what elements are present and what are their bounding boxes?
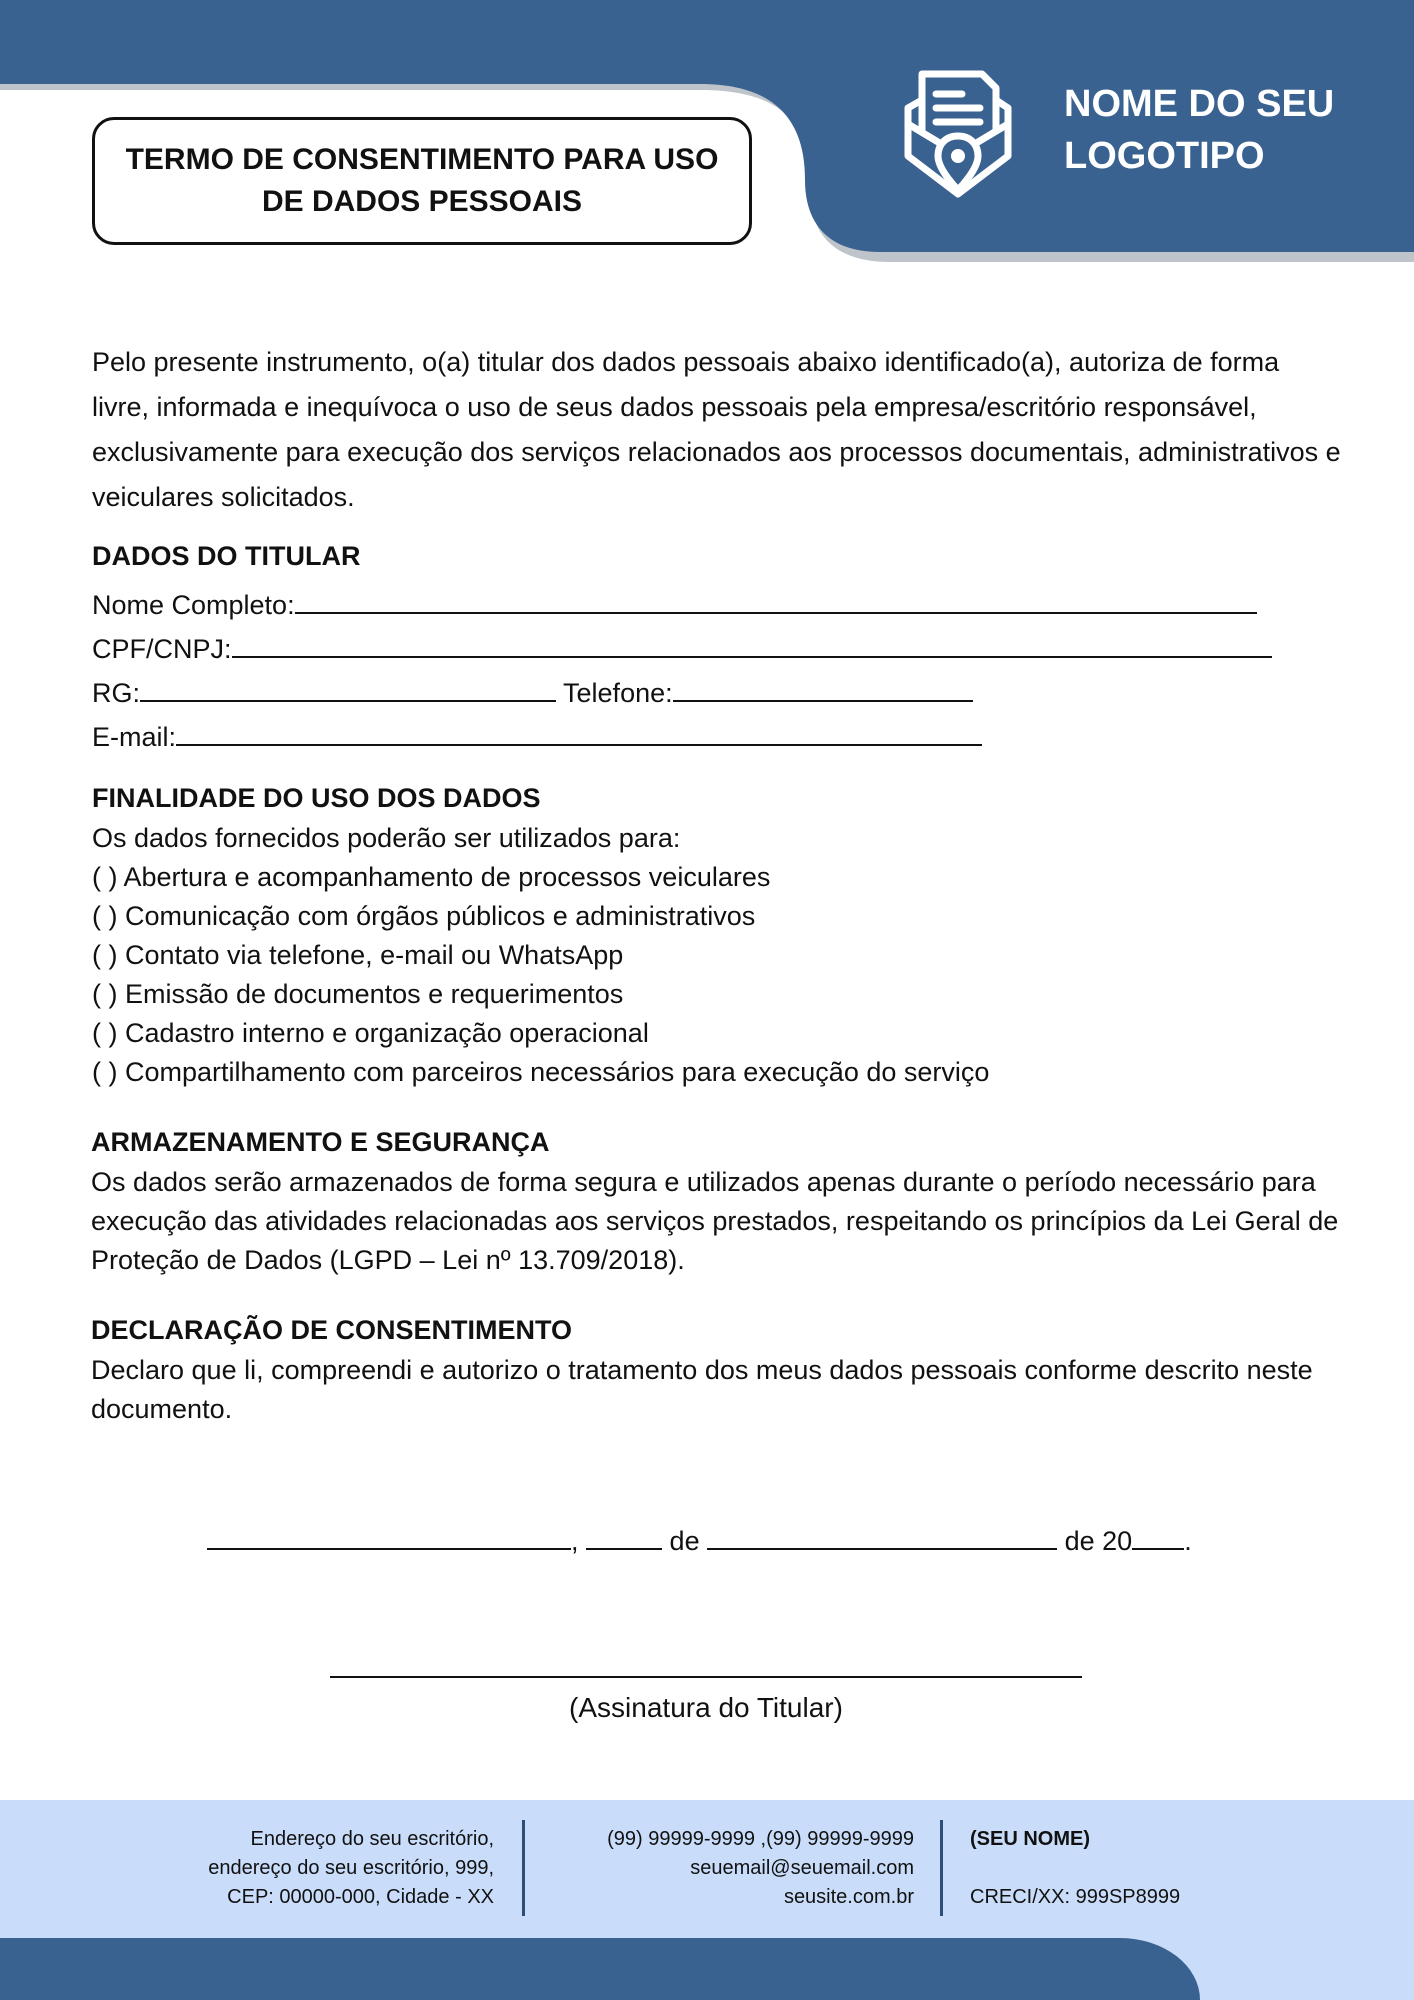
phone-text: (99) 99999-9999 ,(99) 99999-9999	[607, 1828, 914, 1850]
finalidade-option[interactable]: ( ) Contato via telefone, e-mail ou WhatsApp	[92, 940, 624, 970]
day-field[interactable]	[586, 1520, 662, 1550]
finalidade-heading: FINALIDADE DO USO DOS DADOS	[92, 783, 541, 813]
finalidade-option[interactable]: ( ) Abertura e acompanhamento de processos veiculares	[92, 862, 771, 892]
logo-text: NOME DO SEU LOGOTIPO	[1064, 83, 1335, 177]
cpf-label: CPF/CNPJ:	[92, 634, 232, 664]
owner-name: (SEU NOME)	[970, 1828, 1090, 1850]
email-field[interactable]	[176, 716, 982, 746]
cpf-row	[92, 628, 1272, 667]
finalidade-lead: Os dados fornecidos poderão ser utilizados para:	[92, 823, 681, 853]
armazenamento-heading: ARMAZENAMENTO E SEGURANÇA	[91, 1127, 550, 1157]
month-field[interactable]	[707, 1520, 1057, 1550]
footer-address	[94, 1825, 494, 1912]
finalidade-option[interactable]: ( ) Cadastro interno e organização operacional	[92, 1018, 649, 1048]
signature-line[interactable]	[330, 1676, 1082, 1678]
document-location-pin-icon	[900, 64, 1016, 200]
address-line: Endereço do seu escritório,	[250, 1828, 494, 1850]
titular-heading: DADOS DO TITULAR	[92, 541, 361, 571]
footer-name-block	[970, 1825, 1270, 1912]
telefone-label: Telefone:	[563, 678, 673, 708]
nome-field[interactable]	[295, 584, 1257, 614]
year-field[interactable]	[1132, 1520, 1184, 1550]
city-field[interactable]	[207, 1520, 571, 1550]
footer-divider	[940, 1820, 943, 1916]
rg-field[interactable]	[140, 672, 556, 702]
address-line: CEP: 00000-000, Cidade - XX	[227, 1886, 494, 1908]
nome-label: Nome Completo:	[92, 590, 295, 620]
date-de-2: de 20	[1064, 1526, 1133, 1556]
document-title-box	[92, 117, 752, 245]
rg-label: RG:	[92, 678, 141, 708]
email-row	[92, 716, 982, 755]
nome-row	[92, 584, 1257, 623]
telefone-field[interactable]	[673, 672, 973, 702]
date-de-1: de	[669, 1526, 700, 1556]
finalidade-option[interactable]: ( ) Emissão de documentos e requerimentos	[92, 979, 624, 1009]
creci-text: CRECI/XX: 999SP8999	[970, 1886, 1181, 1908]
address-line: endereço do seu escritório, 999,	[208, 1857, 494, 1879]
email-text: seuemail@seuemail.com	[690, 1857, 914, 1879]
date-line	[207, 1520, 1192, 1559]
finalidade-option[interactable]: ( ) Compartilhamento com parceiros necessários para execução do serviço	[92, 1057, 990, 1087]
website-text: seusite.com.br	[783, 1886, 914, 1908]
intro-paragraph: Pelo presente instrumento, o(a) titular dos dados pessoais abaixo identificado(a), autoriza de forma livre, informada e inequívoca o uso de seus dados pessoais pela empresa/escritório responsável, exclusivamente para execução dos serviços relacionados aos processos documentais, administrativos e veiculares solicitados.	[92, 347, 1341, 512]
declaracao-text: Declaro que li, compreendi e autorizo o tratamento dos meus dados pessoais conforme descrito neste documento.	[91, 1355, 1313, 1424]
declaracao-heading: DECLARAÇÃO DE CONSENTIMENTO	[91, 1315, 573, 1345]
armazenamento-text: Os dados serão armazenados de forma segura e utilizados apenas durante o período necessário para execução das atividades relacionadas aos serviços prestados, respeitando os princípios da Lei Geral de Proteção de Dados (LGPD – Lei nº 13.709/2018).	[91, 1167, 1339, 1275]
date-end: .	[1184, 1526, 1192, 1556]
rg-telefone-row	[92, 672, 973, 711]
date-comma: ,	[571, 1526, 579, 1556]
finalidade-option[interactable]: ( ) Comunicação com órgãos públicos e administrativos	[92, 901, 756, 931]
footer-contact	[520, 1825, 914, 1912]
signature-caption: (Assinatura do Titular)	[569, 1692, 843, 1723]
cpf-field[interactable]	[232, 628, 1272, 658]
footer-band	[0, 1938, 1200, 2000]
email-label: E-mail:	[92, 722, 177, 752]
document-title: TERMO DE CONSENTIMENTO PARA USO DE DADOS PESSOAIS	[125, 143, 719, 218]
